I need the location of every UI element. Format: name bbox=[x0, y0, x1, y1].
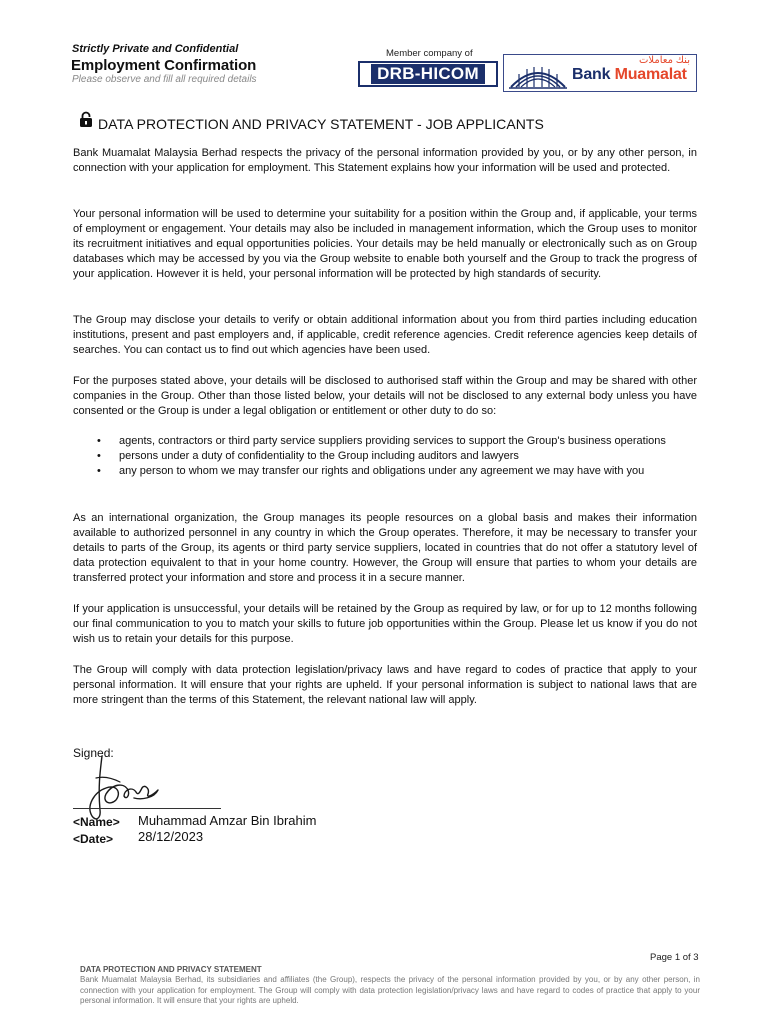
paragraph-international: As an international organization, the Group manages its people resources on a global basis and makes their information available to authorized personnel in any country in which the Group operates. Therefore, it may be necessary to transfer your details to parts of the Group, its agents or third party service suppliers, located in countries that do not offer a statutory level of data protection equivalent to that in your home country. However, the Group will ensure that parties to whom your details are transferred protect your information and store and process it in a secure manner. bbox=[73, 512, 697, 584]
list-item: • any person to whom we may transfer our rights and obligations under any agreement we may have with you bbox=[73, 464, 697, 479]
bank-arch-icon bbox=[507, 57, 569, 91]
confidential-label: Strictly Private and Confidential bbox=[72, 43, 239, 55]
section-title: DATA PROTECTION AND PRIVACY STATEMENT - JOB APPLICANTS bbox=[98, 116, 544, 132]
paragraph-retention: If your application is unsuccessful, your details will be retained by the Group as required by law, or for up to 12 months following our final communication to you to match your skills to future job opportunities within the Group. Please let us know if you do not wish us to retain your details for this purpose. bbox=[73, 603, 697, 645]
drb-hicom-logo bbox=[358, 61, 498, 87]
disclosure-list bbox=[73, 434, 697, 479]
paragraph-sharing: For the purposes stated above, your details will be disclosed to authorised staff within the Group and may be shared with other companies in the Group. Other than those listed below, your details will not be disclosed to any external body unless you have consented or the Group is under a legal obligation or entitlement or other duty to do so: bbox=[73, 375, 697, 417]
name-label: <Name> bbox=[73, 815, 120, 829]
paragraph-usage: Your personal information will be used to determine your suitability for a position within the Group and, if applicable, your terms of employment or engagement. Your details may also be included in management information, which the Group uses to monitor its recruitment initiatives and equal opportunities policies. Your details may be held manually or electronically such as on Group databases which may be accessed by you via the Group website to enable both yourself and the Group to track the progress of your application. However it is held, your personal information will be protected by high standards of security. bbox=[73, 208, 697, 280]
list-item: • persons under a duty of confidentiality to the Group including auditors and lawyers bbox=[73, 449, 697, 464]
signed-label: Signed: bbox=[73, 746, 114, 760]
drb-hicom-logo-text: DRB-HICOM bbox=[371, 64, 485, 84]
list-item: • agents, contractors or third party service suppliers providing services to support the Group's business operations bbox=[73, 434, 697, 449]
document-subtitle: Please observe and fill all required details bbox=[72, 74, 257, 85]
date-label: <Date> bbox=[73, 832, 114, 846]
member-label: Member company of bbox=[386, 48, 473, 59]
page-number: Page 1 of 3 bbox=[650, 952, 699, 963]
paragraph-compliance: The Group will comply with data protection legislation/privacy laws and have regard to codes of practice that apply to your personal information. It will ensure that your rights are upheld. If your personal information is subject to national laws that are more stringent than the terms of this Statement, the relevant national law will apply. bbox=[73, 664, 697, 706]
lock-icon bbox=[79, 111, 93, 128]
paragraph-intro: Bank Muamalat Malaysia Berhad respects the privacy of the personal information provided by you, or by any other person, in connection with your application for employment. This Statement explains how your information will be used and protected. bbox=[73, 147, 697, 174]
date-value: 28/12/2023 bbox=[138, 829, 204, 844]
footer-text: Bank Muamalat Malaysia Berhad, its subsidiaries and affiliates (the Group), respects the privacy of the personal information provided by you, or by any other person, in connection with your application for employment. The Group will comply with data protection legislation/privacy laws and have regard to codes of practice that apply to your personal information. It will ensure that your rights are upheld. bbox=[80, 975, 700, 1005]
bank-muamalat-logo bbox=[503, 54, 697, 92]
signature-line bbox=[73, 808, 221, 809]
paragraph-disclosure: The Group may disclose your details to verify or obtain additional information about you from third parties including education institutions, present and past employers and, if applicable, credit reference agencies. Credit reference agencies keep details of searches. You can contact us to find out which agencies have been used. bbox=[73, 314, 697, 356]
bank-wordmark: Bank Muamalat bbox=[572, 66, 687, 83]
bank-arabic-wordmark: بنك معاملات bbox=[639, 55, 690, 66]
footer-title: DATA PROTECTION AND PRIVACY STATEMENT bbox=[80, 965, 262, 974]
document-title: Employment Confirmation bbox=[71, 57, 257, 74]
name-value: Muhammad Amzar Bin Ibrahim bbox=[138, 813, 317, 828]
